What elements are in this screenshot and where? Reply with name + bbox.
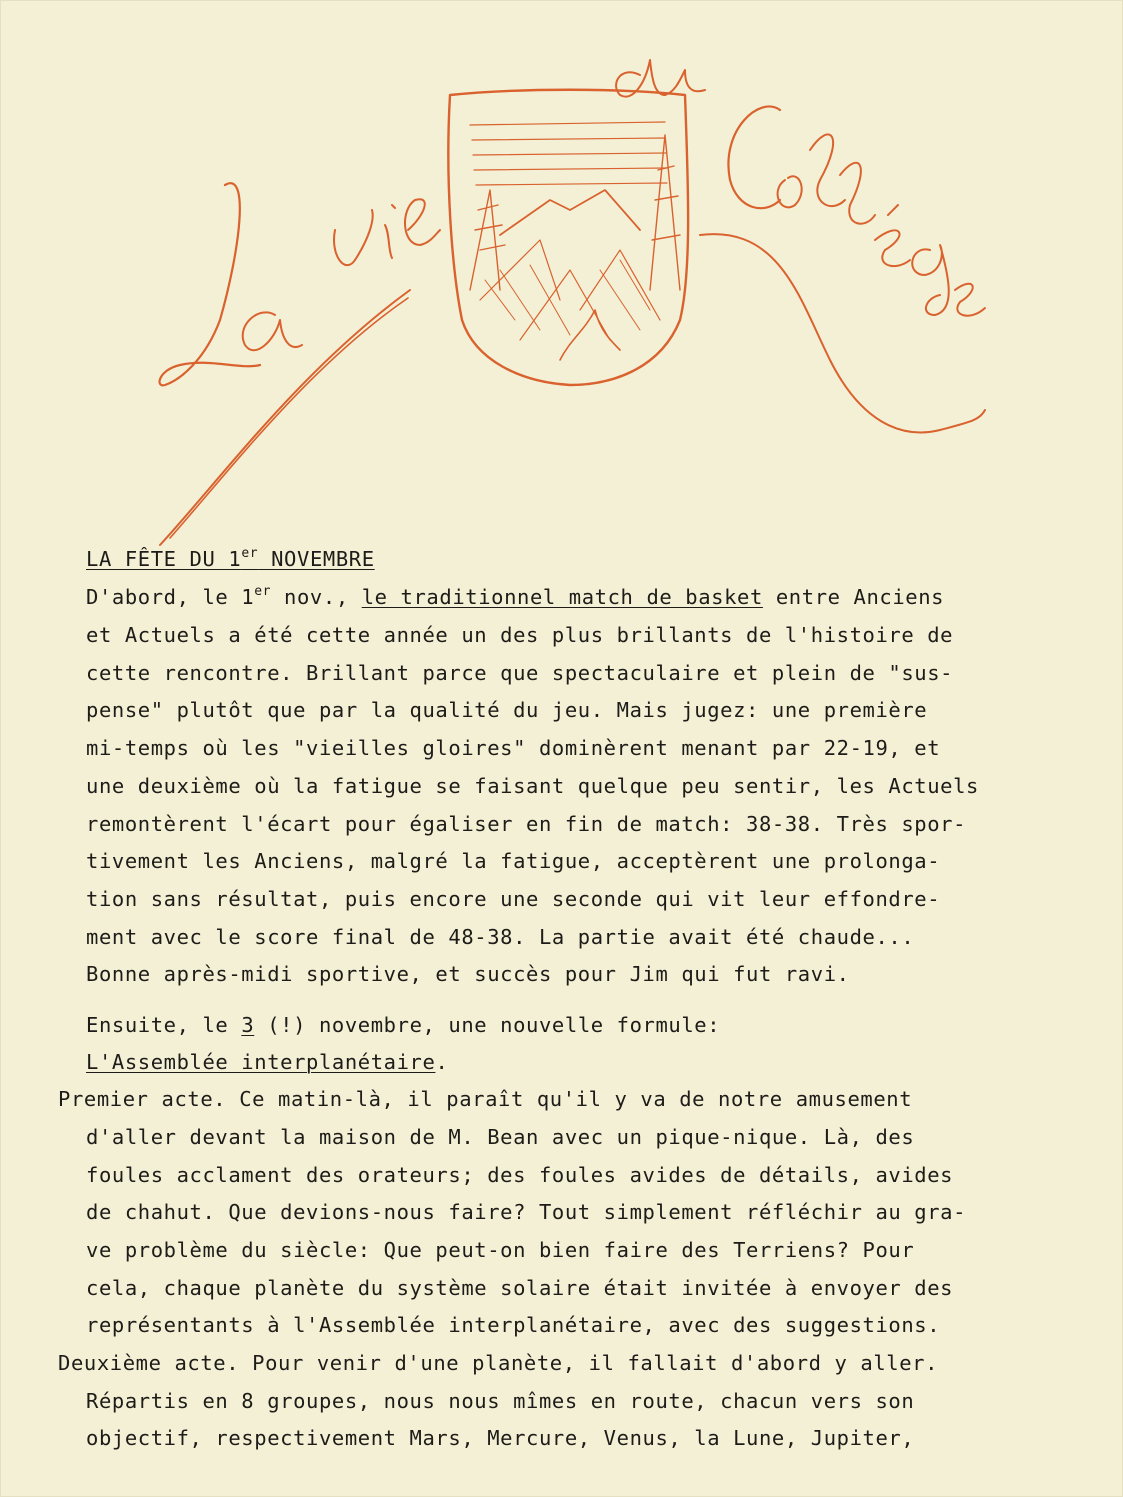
heading-main-text: LA FÊTE DU 1 [86,547,242,571]
paragraph-line: ment avec le score final de 48-38. La partie avait été chaude... [86,925,915,949]
section-heading-fete [86,546,375,572]
paragraph-line: tion sans résultat, puis encore une seconde qui vit leur effondre- [86,887,941,911]
paragraph-line: cela, chaque planète du système solaire était invitée à envoyer des [86,1276,954,1300]
paragraph-line: Premier acte. Ce matin-là, il paraît qu'il y va de notre amusement [58,1087,913,1111]
paragraph-line: et Actuels a été cette année un des plus brillants de l'histoire de [86,623,954,647]
paragraph-line: de chahut. Que devions-nous faire? Tout simplement réfléchir au gra- [86,1200,967,1224]
line-text: Ensuite, le [86,1013,242,1037]
heading-end-text: NOVEMBRE [258,547,375,571]
paragraph-line: Bonne après-midi sportive, et succès pour Jim qui fut ravi. [86,962,850,986]
paragraph-line: Répartis en 8 groupes, nous nous mîmes en route, chacun vers son [86,1389,915,1413]
paragraph-line: tivement les Anciens, malgré la fatigue, acceptèrent une prolonga- [86,849,941,873]
underlined-phrase-basket: le traditionnel match de basket [361,585,763,609]
paragraph-line: représentants à l'Assemblée interplanétaire, avec des suggestions. [86,1313,941,1337]
paragraph-line: objectif, respectivement Mars, Mercure, Venus, la Lune, Jupiter, [86,1426,915,1450]
paragraph-line [86,1012,720,1038]
line-text: D'abord, le 1 [86,585,255,609]
paragraph-line: mi-temps où les "vieilles gloires" dominèrent menant par 22-19, et [86,736,941,760]
paragraph-line: foules acclament des orateurs; des foules avides de détails, avides [86,1163,954,1187]
line-superscript: er [254,584,272,599]
line-text: (!) novembre, une nouvelle formule: [254,1013,721,1037]
underlined-date: 3 [241,1013,255,1037]
paragraph-line [86,584,944,610]
paragraph-line: d'aller devant la maison de M. Bean avec un pique-nique. Là, des [86,1125,915,1149]
paragraph-line: cette rencontre. Brillant parce que spectaculaire et plein de "sus- [86,661,954,685]
paragraph-line: ve problème du siècle: Que peut-on bien faire des Terriens? Pour [86,1238,915,1262]
section-subtitle-assemblee [86,1049,448,1075]
heading-superscript: er [241,546,259,561]
line-text: entre Anciens [762,585,945,609]
subtitle-period: . [435,1050,449,1074]
paragraph-line: remontèrent l'écart pour égaliser en fin de match: 38-38. Très spor- [86,812,967,836]
paragraph-line: Deuxième acte. Pour venir d'une planète, il fallait d'abord y aller. [58,1351,939,1375]
line-text: nov., [271,585,362,609]
subtitle-text: L'Assemblée interplanétaire [86,1050,436,1074]
paragraph-line: une deuxième où la fatigue se faisant quelque peu sentir, les Actuels [86,774,980,798]
paragraph-line: pense" plutôt que par la qualité du jeu. Mais jugez: une première [86,698,928,722]
